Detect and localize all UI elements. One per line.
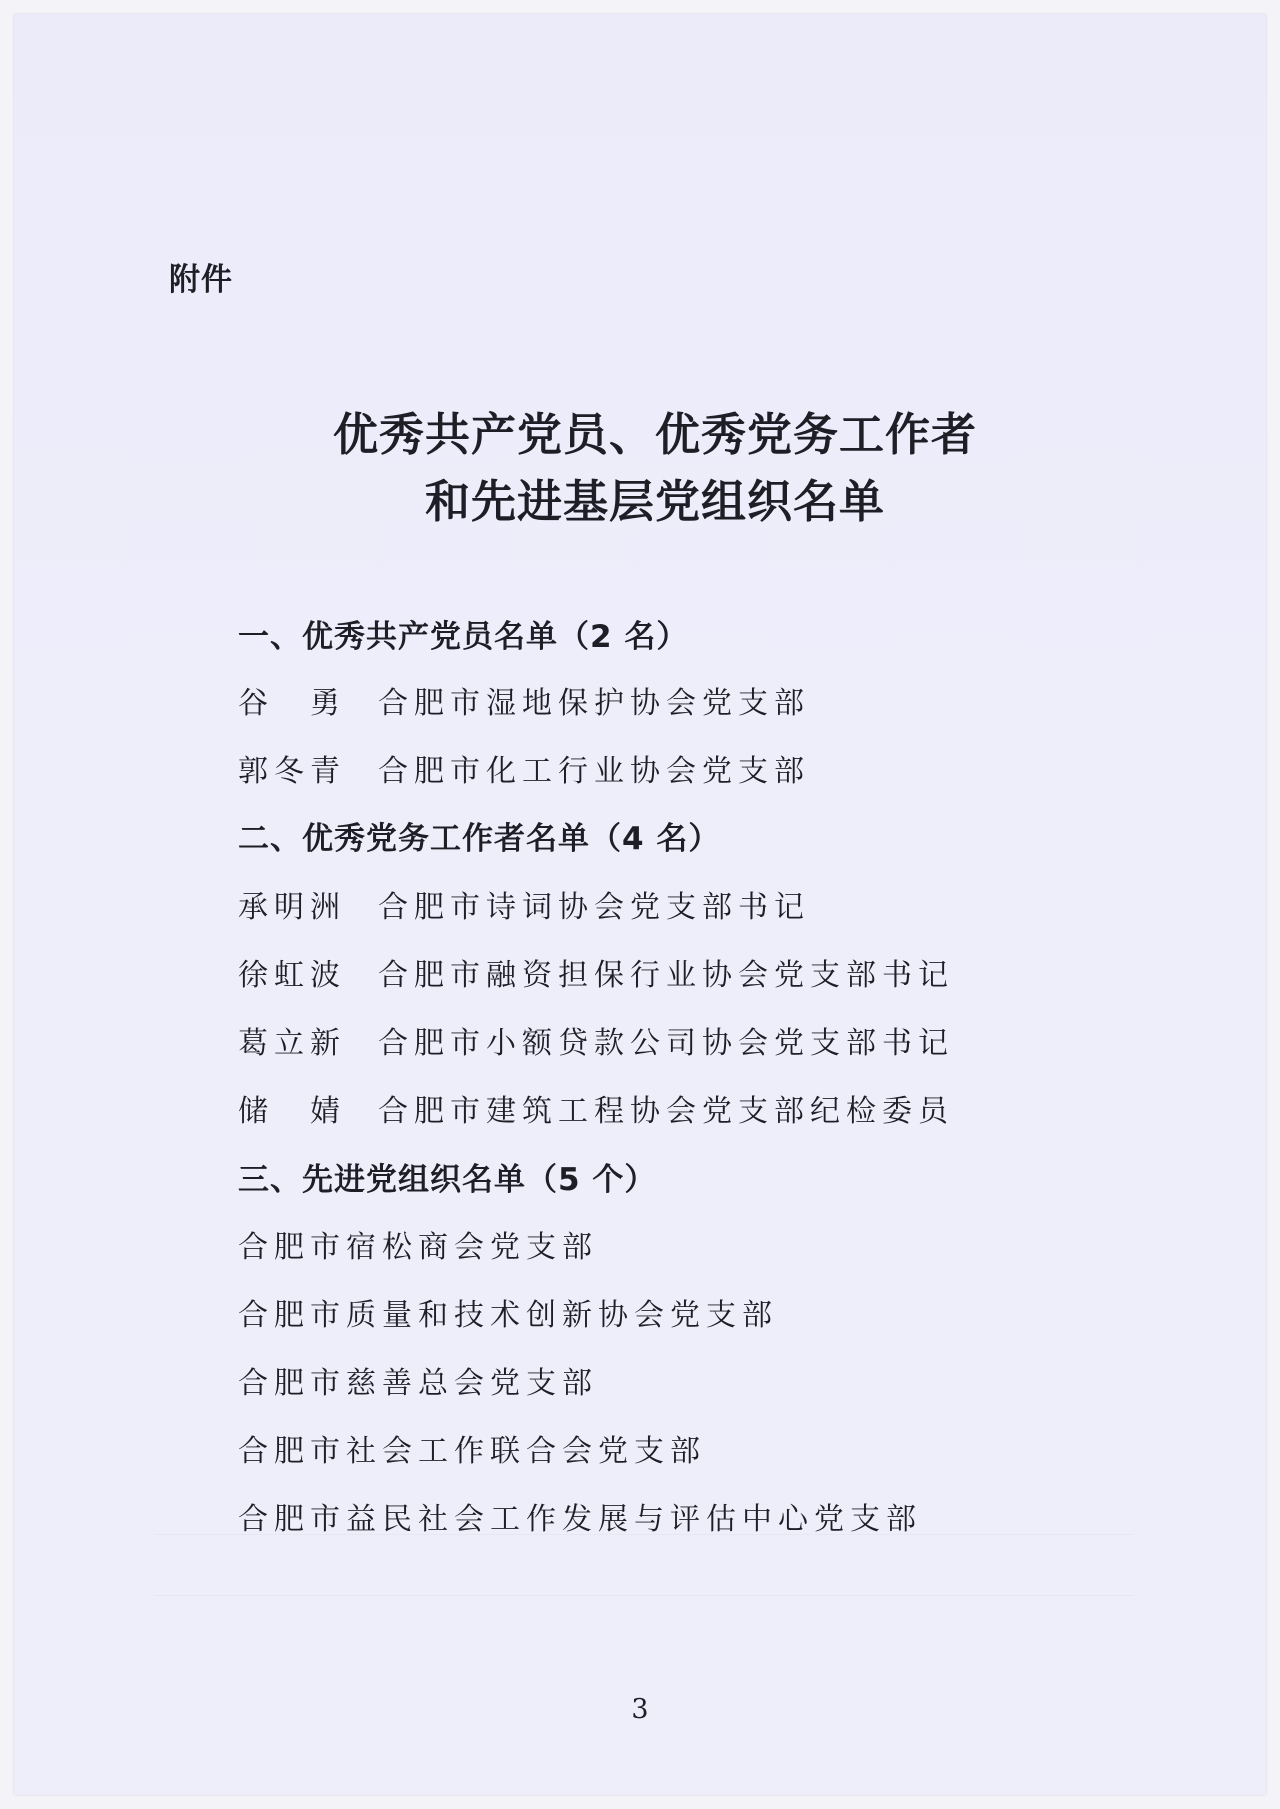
document-title-line-1: 优秀共产党员、优秀党务工作者 bbox=[332, 408, 977, 461]
show-through-shadow bbox=[154, 1534, 1134, 1596]
list-item: 合肥市宿松商会党支部 bbox=[238, 1230, 598, 1265]
list-item: 合肥市慈善总会党支部 bbox=[238, 1366, 598, 1401]
person-name: 谷 勇 bbox=[238, 686, 346, 721]
list-item: 合肥市益民社会工作发展与评估中心党支部 bbox=[238, 1502, 922, 1537]
list-item bbox=[238, 950, 954, 994]
person-name: 储 婧 bbox=[238, 1094, 346, 1129]
section-heading-2: 二、优秀党务工作者名单（4 名） bbox=[238, 821, 721, 857]
document-page bbox=[14, 14, 1266, 1795]
list-item bbox=[238, 1018, 954, 1062]
list-item: 合肥市质量和技术创新协会党支部 bbox=[238, 1298, 778, 1333]
section-heading-3: 三、先进党组织名单（5 个） bbox=[238, 1162, 657, 1198]
organization-name: 合肥市建筑工程协会党支部纪检委员 bbox=[378, 1094, 954, 1129]
organization-name: 合肥市湿地保护协会党支部 bbox=[378, 686, 810, 721]
person-name: 郭冬青 bbox=[238, 754, 346, 789]
list-item bbox=[238, 678, 810, 722]
organization-name: 合肥市诗词协会党支部书记 bbox=[378, 890, 810, 925]
person-name: 葛立新 bbox=[238, 1026, 346, 1061]
list-item bbox=[238, 746, 810, 790]
organization-name: 合肥市化工行业协会党支部 bbox=[378, 754, 810, 789]
person-name: 徐虹波 bbox=[238, 958, 346, 993]
page-number: 3 bbox=[631, 1694, 649, 1725]
section-heading-1: 一、优秀共产党员名单（2 名） bbox=[238, 619, 689, 655]
list-item bbox=[238, 882, 810, 926]
list-item bbox=[238, 1086, 954, 1130]
document-title-line-2: 和先进基层党组织名单 bbox=[424, 475, 885, 528]
organization-name: 合肥市融资担保行业协会党支部书记 bbox=[378, 958, 954, 993]
annex-label: 附件 bbox=[169, 262, 233, 298]
list-item: 合肥市社会工作联合会党支部 bbox=[238, 1434, 706, 1469]
organization-name: 合肥市小额贷款公司协会党支部书记 bbox=[378, 1026, 954, 1061]
person-name: 承明洲 bbox=[238, 890, 346, 925]
